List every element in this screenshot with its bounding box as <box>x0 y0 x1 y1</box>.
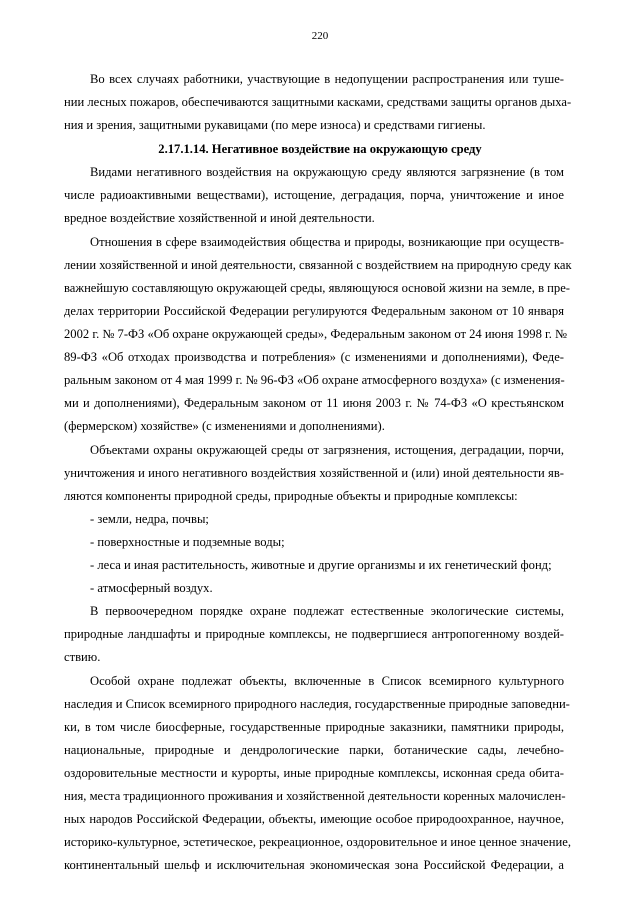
paragraph-line: (фермерском) хозяйстве» (с изменениями и дополнениями). <box>64 419 385 433</box>
paragraph-line: лении хозяйственной и иной деятельности, связанной с воздействием на природную среду как <box>64 258 572 272</box>
paragraph-line: Отношения в сфере взаимодействия общества и природы, возникающие при осуществ- <box>90 235 564 249</box>
list-item: - атмосферный воздух. <box>90 581 213 595</box>
paragraph-line: ния, места традиционного проживания и хозяйственной деятельности коренных малочислен- <box>64 789 566 803</box>
paragraph-line: ния и зрения, защитными рукавицами (по мере износа) и средствами гигиены. <box>64 118 486 132</box>
paragraph-line: природные ландшафты и природные комплексы, не подвергшиеся антропогенному воздей- <box>64 627 564 641</box>
paragraph-line: Особой охране подлежат объекты, включенные в Список всемирного культурного <box>90 674 564 688</box>
paragraph-line: Объектами охраны окружающей среды от загрязнения, истощения, деградации, порчи, <box>90 443 564 457</box>
paragraph-line: национальные, природные и дендрологические парки, ботанические сады, лечебно- <box>64 743 564 757</box>
paragraph-line: нии лесных пожаров, обеспечиваются защитными касками, средствами защиты органов дыха- <box>64 95 572 109</box>
paragraph-line: 89-ФЗ «Об отходах производства и потребления» (с изменениями и дополнениями), Феде- <box>64 350 564 364</box>
paragraph-line: числе радиоактивными веществами), истощение, деградация, порча, уничтожение и иное <box>64 188 564 202</box>
paragraph-line: уничтожения и иного негативного воздействия хозяйственной и (или) иной деятельности яв- <box>64 466 564 480</box>
paragraph-line: ральным законом от 4 мая 1999 г. № 96-ФЗ «Об охране атмосферного воздуха» (с изменения- <box>64 373 565 387</box>
paragraph-line: Видами негативного воздействия на окружающую среду являются загрязнение (в том <box>90 165 564 179</box>
paragraph-line: ми и дополнениями), Федеральным законом от 11 июня 2003 г. № 74-ФЗ «О крестьянском <box>64 396 564 410</box>
list-item: - поверхностные и подземные воды; <box>90 535 285 549</box>
paragraph-line: важнейшую составляющую окружающей среды, являющуюся основой жизни на земле, в пре- <box>64 281 570 295</box>
list-item: - земли, недра, почвы; <box>90 512 209 526</box>
paragraph-line: ляются компоненты природной среды, природные объекты и природные комплексы: <box>64 489 518 503</box>
page-number: 220 <box>311 30 329 42</box>
paragraph-line: Во всех случаях работники, участвующие в недопущении распространения или туше- <box>90 72 564 86</box>
paragraph-line: наследия и Список всемирного природного наследия, государственные природные заповедни- <box>64 697 570 711</box>
paragraph-line: ствию. <box>64 650 101 664</box>
paragraph-line: оздоровительные местности и курорты, иные природные комплексы, исконная среда обита- <box>64 766 564 780</box>
list-item: - леса и иная растительность, животные и другие организмы и их генетический фонд; <box>90 558 552 572</box>
paragraph-line: историко-культурное, эстетическое, рекреационное, оздоровительное и иное ценное значение, <box>64 835 571 849</box>
paragraph-line: ных народов Российской Федерации, объекты, имеющие особое природоохранное, научное, <box>64 812 564 826</box>
paragraph-line: В первоочередном порядке охране подлежат естественные экологические системы, <box>90 604 564 618</box>
paragraph-line: делах территории Российской Федерации регулируются Федеральным законом от 10 января <box>64 304 564 318</box>
paragraph-line: ки, в том числе биосферные, государственные природные заказники, памятники природы, <box>64 720 564 734</box>
section-heading: 2.17.1.14. Негативное воздействие на окружающую среду <box>158 142 482 156</box>
paragraph-line: континентальный шельф и исключительная экономическая зона Российской Федерации, а <box>64 858 564 872</box>
paragraph-line: вредное воздействие хозяйственной и иной деятельности. <box>64 211 375 225</box>
paragraph-line: 2002 г. № 7-ФЗ «Об охране окружающей среды», Федеральным законом от 24 июня 1998 г. № <box>64 327 568 341</box>
